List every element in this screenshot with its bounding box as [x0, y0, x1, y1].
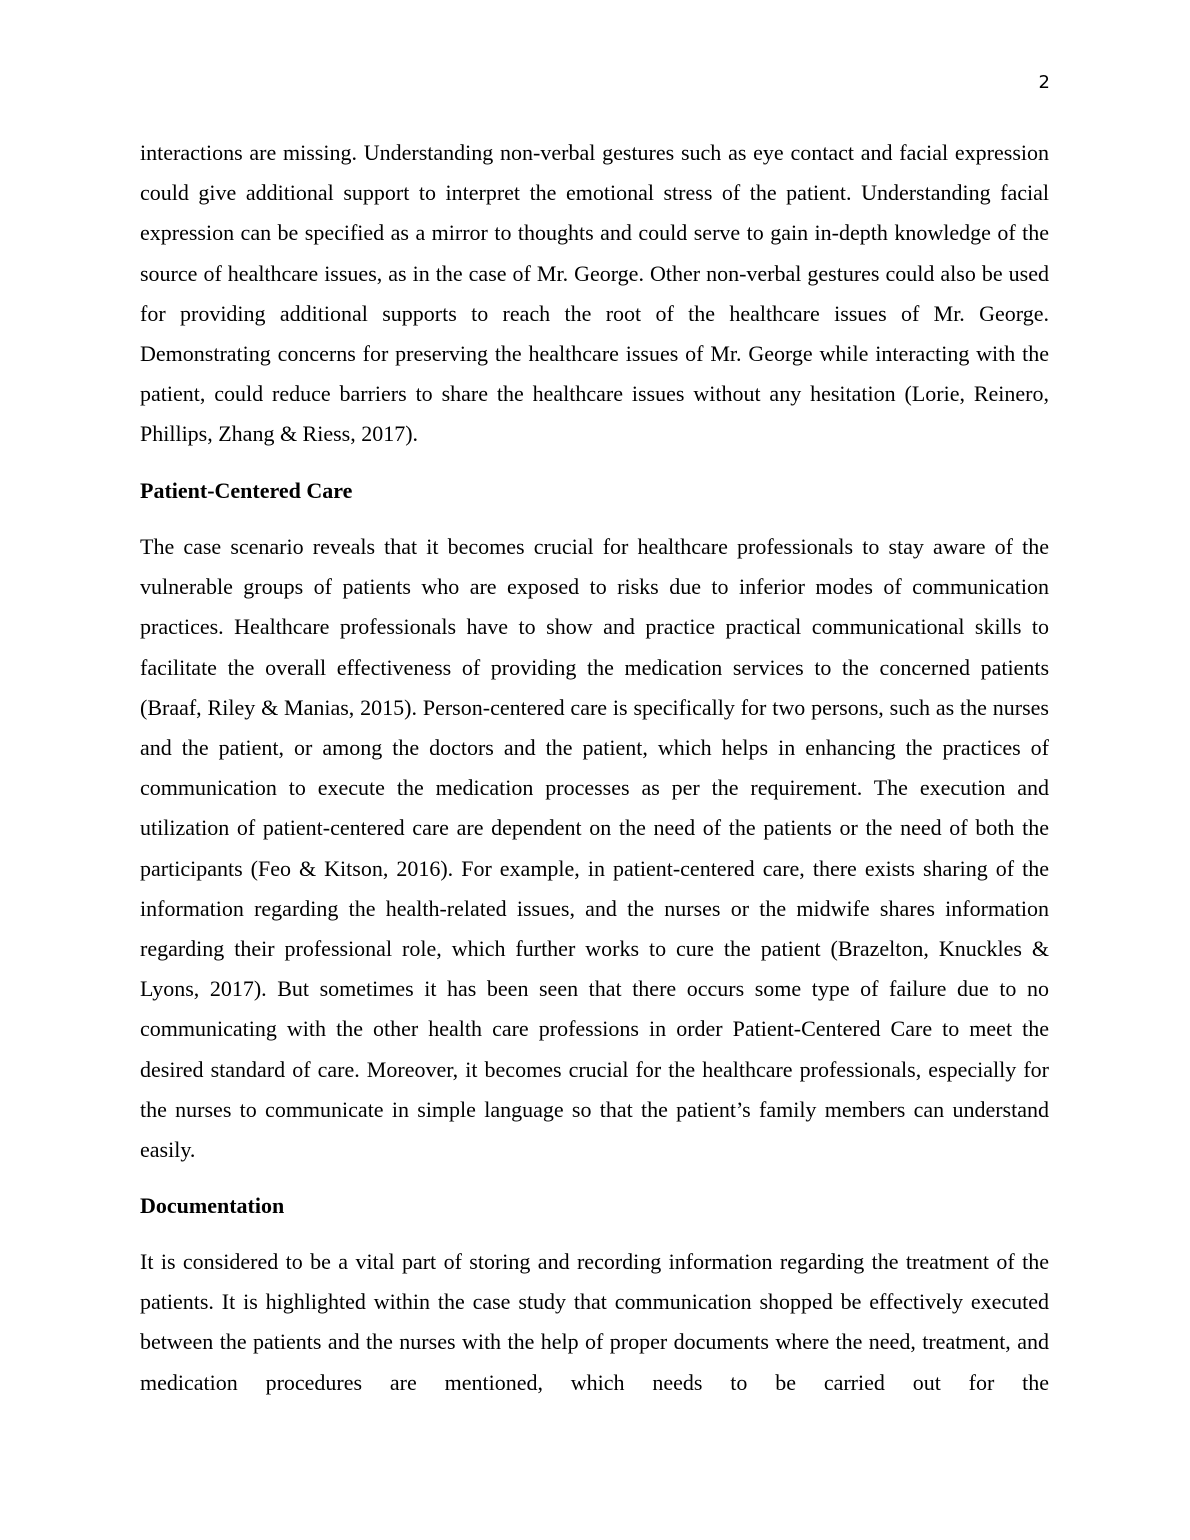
patient-centered-care-paragraph: The case scenario reveals that it becomes crucial for healthcare professionals to stay aware of the vulnerable groups of patients who are exposed to risks due to inferior modes of communication practices. Healthcare professionals have to show and practice practical communicational skills to facilitate the overall effectiveness of providing the medication services to the concerned patients (Braaf, Riley & Manias, 2015). Person-centered care is specifically for two persons, such as the nurses and the patient, or among the doctors and the patient, which helps in enhancing the practices of communication to execute the medication processes as per the requirement. The execution and utilization of patient-centered care are dependent on the need of the patients or the need of both the participants (Feo & Kitson, 2016). For example, in patient-centered care, there exists sharing of the information regarding the health-related issues, and the nurses or the midwife shares information regarding their professional role, which further works to cure the patient (Brazelton, Knuckles & Lyons, 2017). But sometimes it has been seen that there occurs some type of failure due to no communicating with the other health care professions in order Patient-Centered Care to meet the desired standard of care. Moreover, it becomes crucial for the healthcare professionals, especially for the nurses to communicate in simple language so that the patient’s family members can understand easily.: [140, 534, 1049, 1163]
documentation-paragraph: It is considered to be a vital part of storing and recording information regarding the treatment of the patients. It is highlighted within the case study that communication shopped be effectively executed between the patients and the nurses with the help of proper documents where the need, treatment, and medication procedures are mentioned, which needs to be carried out for the: [140, 1249, 1049, 1395]
intro-paragraph: interactions are missing. Understanding non-verbal gestures such as eye contact and facial expression could give additional support to interpret the emotional stress of the patient. Understanding facial expression can be specified as a mirror to thoughts and could serve to gain in-depth knowledge of the source of healthcare issues, as in the case of Mr. George. Other non-verbal gestures could also be used for providing additional supports to reach the root of the healthcare issues of Mr. George. Demonstrating concerns for preserving the healthcare issues of Mr. George while interacting with the patient, could reduce barriers to share the healthcare issues without any hesitation (Lorie, Reinero, Phillips, Zhang & Riess, 2017).: [140, 140, 1049, 447]
page-number: 2: [1038, 72, 1050, 93]
section-heading-documentation: Documentation: [140, 1193, 285, 1218]
section-heading-patient-centered-care: Patient-Centered Care: [140, 478, 353, 503]
